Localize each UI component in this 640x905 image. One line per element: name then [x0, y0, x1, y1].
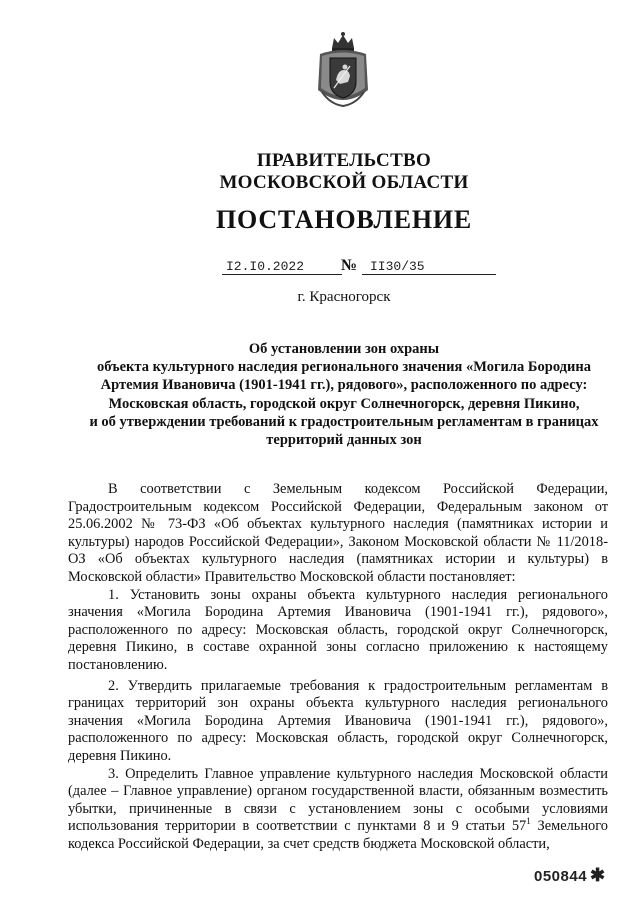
article-superscript: 1 — [526, 816, 531, 827]
title-line: и об утверждении требований к градостроительным регламентам в границах — [89, 413, 599, 430]
document-number: II30/35 — [362, 259, 496, 275]
item-3-text-a: 3. Определить Главное управление культурного наследия Московской области (далее – Главное управление) органом государственной власти, обязанным возместить убытки, причиненные в связи с установлением зоны с особыми условиями использования территории в соответствии с пунктами 8 и 9 статьи 57 — [68, 765, 608, 835]
item-2-paragraph: 2. Утвердить прилагаемые требования к градостроительным регламентам в границах территорий зон охраны объекта культурного наследия регионального значения «Могила Бородина Артемия Ивановича (1901-1941 гг.), рядового», расположенного по адресу: Московская область, городской округ Солнечногорск, деревня Пикино. — [68, 677, 608, 764]
title-line: Московская область, городской округ Солнечногорск, деревня Пикино, — [108, 395, 580, 412]
title-line: Артемия Ивановича (1901-1941 гг.), рядового», расположенного по адресу: — [100, 377, 588, 394]
intro-paragraph: В соответствии с Земельным кодексом Российской Федерации, Градостроительным кодексом Российской Федерации, Федеральным законом от 25.06.2002 № 73-ФЗ «Об объектах культурного наследия (памятниках истории и культуры) народов Российской Федерации», Законом Московской области № 11/2018-ОЗ «Об объектах культурного наследия (памятниках истории и культуры) в Московской области» Правительство Московской области постановляет: — [68, 481, 608, 585]
item-3-paragraph — [68, 766, 608, 854]
title-line: Об установлении зон охраны — [248, 341, 440, 357]
document-serial-code: 050844 — [534, 868, 588, 885]
asterisk-mark: ✱ — [590, 865, 606, 885]
document-date: I2.I0.2022 — [222, 259, 342, 275]
title-line: территорий данных зон — [266, 432, 422, 449]
document-title — [68, 340, 620, 449]
city: г. Красногорск — [297, 289, 391, 305]
document-type: ПОСТАНОВЛЕНИЕ — [215, 205, 473, 234]
number-sign: № — [341, 257, 358, 274]
organization-name-line2: МОСКОВСКОЙ ОБЛАСТИ — [219, 172, 469, 193]
organization-name-line1: ПРАВИТЕЛЬСТВО — [256, 150, 432, 171]
coat-of-arms-emblem — [316, 30, 370, 110]
title-line: объекта культурного наследия регионального значения «Могила Бородина — [97, 359, 591, 376]
item-1-paragraph: 1. Установить зоны охраны объекта культурного наследия регионального значения «Могила Бородина Артемия Ивановича (1901-1941 гг.), рядового», расположенного по адресу: Московская область, городской округ Солнечногорск, деревня Пикино, в составе охранной зоны согласно приложению к настоящему постановлению. — [68, 586, 608, 673]
document-body — [68, 481, 608, 853]
item-3-text-b: Земельного кодекса Российской Федерации, за счет средств бюджета Московской области, — [68, 818, 608, 852]
